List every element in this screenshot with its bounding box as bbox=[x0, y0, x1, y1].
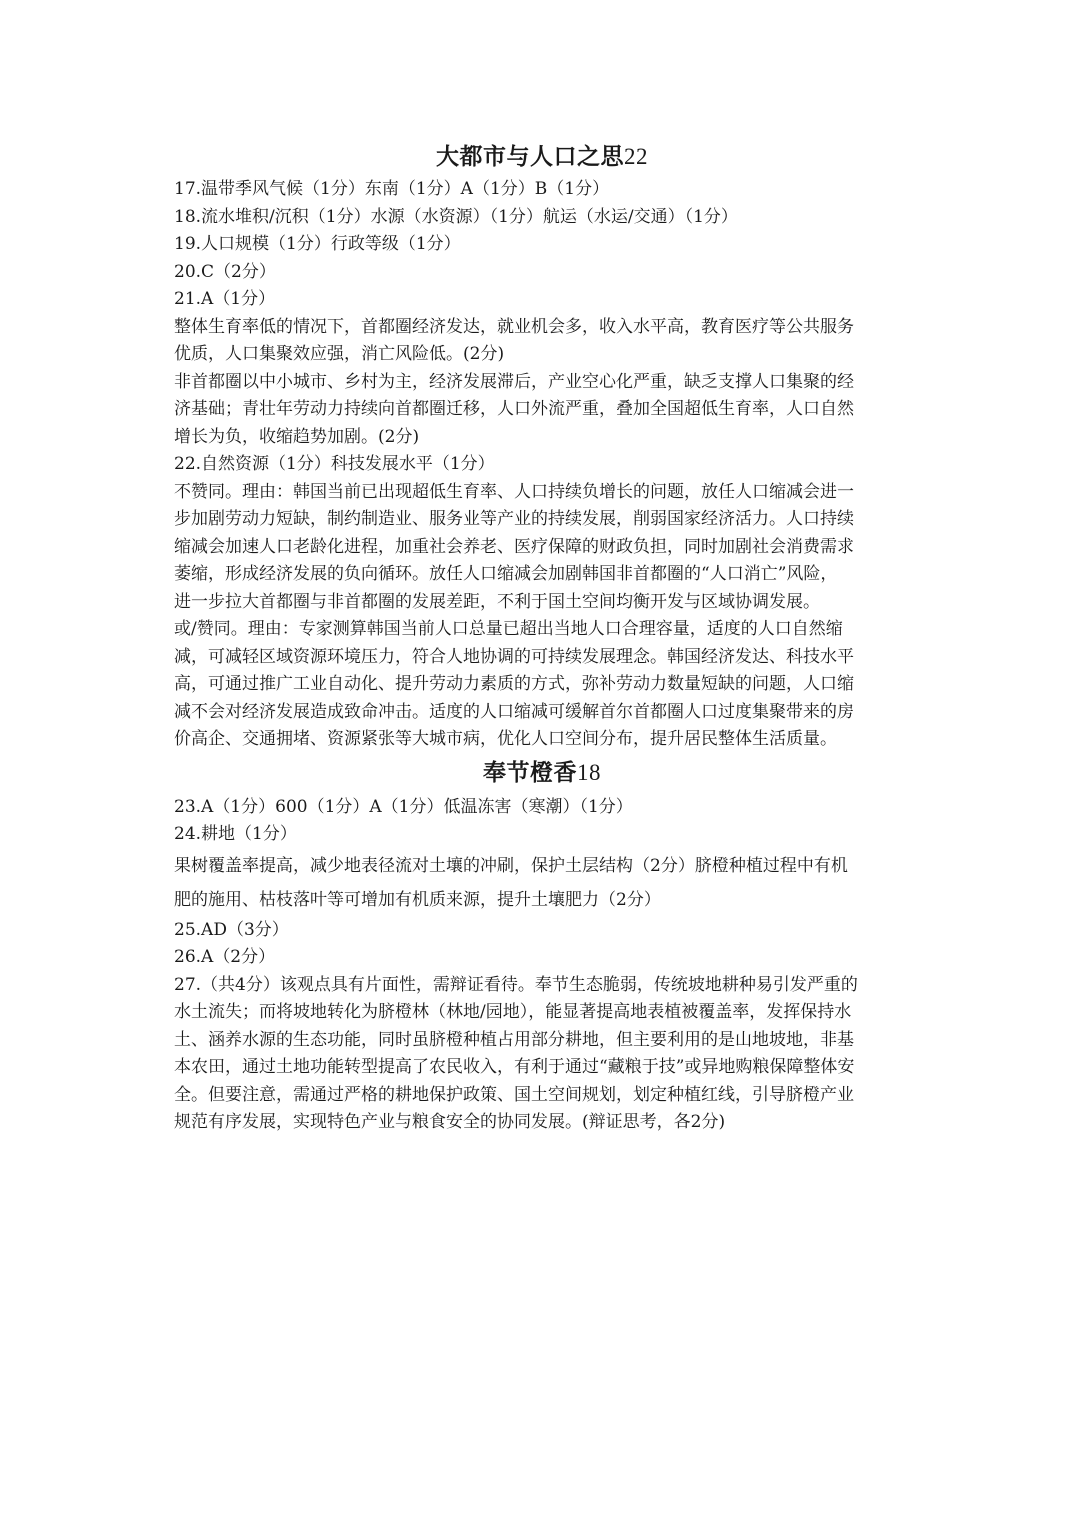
answer-paragraph-24 bbox=[174, 849, 910, 917]
text-line: 优质，人口集聚效应强，消亡风险低。(2分) bbox=[174, 344, 505, 364]
answer-line-20: 20.C（2分） bbox=[174, 261, 276, 282]
answer-paragraph-agree bbox=[174, 616, 910, 754]
answer-line-19: 19.人口规模（1分）行政等级（1分） bbox=[174, 234, 461, 254]
text-line: 27.（共4分）该观点具有片面性，需辩证看待。奉节生态脆弱，传统坡地耕种易引发严重的 bbox=[174, 974, 858, 995]
answer-paragraph-capital-region bbox=[174, 314, 910, 369]
answer-line-22: 22.自然资源（1分）科技发展水平（1分） bbox=[174, 454, 495, 474]
answer-line-18: 18.流水堆积/沉积（1分）水源（水资源）（1分）航运（水运/交通）（1分） bbox=[174, 206, 738, 227]
text-line: 缩减会加速人口老龄化进程，加重社会养老、医疗保障的财政负担，同时加剧社会消费需求 bbox=[174, 536, 854, 557]
text-line: 水土流失；而将坡地转化为脐橙林（林地/园地），能显著提高地表植被覆盖率，发挥保持水 bbox=[174, 1002, 852, 1022]
answer-line-21: 21.A（1分） bbox=[174, 289, 276, 309]
section-title-number: 22 bbox=[624, 144, 648, 169]
text-line: 不赞同。理由：韩国当前已出现超低生育率、人口持续负增长的问题，放任人口缩减会进一 bbox=[174, 481, 854, 502]
text-line: 或/赞同。理由：专家测算韩国当前人口总量已超出当地人口合理容量，适度的人口自然缩 bbox=[174, 619, 843, 639]
text-line: 土、涵养水源的生态功能，同时虽脐橙种植占用部分耕地，但主要利用的是山地坡地，非基 bbox=[174, 1029, 854, 1050]
text-line: 增长为负，收缩趋势加剧。(2分) bbox=[174, 426, 420, 447]
answer-line-23: 23.A（1分）600（1分）A（1分）低温冻害（寒潮）（1分） bbox=[174, 796, 633, 817]
section-title-fengjie bbox=[174, 758, 910, 788]
text-line: 萎缩，形成经济发展的负向循环。放任人口缩减会加剧韩国非首都圈的“人口消亡”风险， bbox=[174, 564, 838, 584]
text-line: 整体生育率低的情况下，首都圈经济发达，就业机会多，收入水平高，教育医疗等公共服务 bbox=[174, 316, 854, 337]
text-line: 进一步拉大首都圈与非首都圈的发展差距，不利于国土空间均衡开发与区域协调发展。 bbox=[174, 591, 820, 612]
section-title-megacity bbox=[174, 142, 910, 172]
answer-paragraph-disagree bbox=[174, 479, 910, 617]
text-line: 本农田，通过土地功能转型提高了农民收入，有利于通过“藏粮于技”或异地购粮保障整体安 bbox=[174, 1057, 855, 1077]
text-line: 济基础；青壮年劳动力持续向首都圈迁移，人口外流严重，叠加全国超低生育率，人口自然 bbox=[174, 399, 854, 419]
text-line: 果树覆盖率提高，减少地表径流对土壤的冲刷，保护土层结构（2分）脐橙种植过程中有机 bbox=[174, 855, 848, 876]
text-line: 减不会对经济发展造成致命冲击。适度的人口缩减可缓解首尔首都圈人口过度集聚带来的房 bbox=[174, 701, 854, 722]
text-line: 减，可减轻区域资源环境压力，符合人地协调的可持续发展理念。韩国经济发达、科技水平 bbox=[174, 646, 854, 667]
answer-line-17: 17.温带季风气候（1分）东南（1分）A（1分）B（1分） bbox=[174, 179, 610, 199]
text-line: 非首都圈以中小城市、乡村为主，经济发展滞后，产业空心化严重，缺乏支撑人口集聚的经 bbox=[174, 371, 854, 392]
answer-paragraph-non-capital-region bbox=[174, 369, 910, 452]
section-title-text: 大都市与人口之思 bbox=[436, 143, 624, 170]
answer-sheet-page bbox=[174, 142, 910, 1137]
answer-line-24: 24.耕地（1分） bbox=[174, 824, 297, 844]
text-line: 肥的施用、枯枝落叶等可增加有机质来源，提升土壤肥力（2分） bbox=[174, 889, 661, 910]
text-line: 步加剧劳动力短缺，制约制造业、服务业等产业的持续发展，削弱国家经济活力。人口持续 bbox=[174, 509, 854, 529]
answer-line-26: 26.A（2分） bbox=[174, 947, 276, 967]
text-line: 价高企、交通拥堵、资源紧张等大城市病，优化人口空间分布，提升居民整体生活质量。 bbox=[174, 729, 837, 749]
text-line: 高，可通过推广工业自动化、提升劳动力素质的方式，弥补劳动力数量短缺的问题，人口缩 bbox=[174, 674, 854, 694]
section-title-number: 18 bbox=[577, 759, 601, 785]
section-title-text: 奉节橙香 bbox=[483, 758, 577, 786]
answer-paragraph-27 bbox=[174, 972, 910, 1137]
text-line: 规范有序发展，实现特色产业与粮食安全的协同发展。(辩证思考，各2分) bbox=[174, 1112, 726, 1132]
answer-line-25: 25.AD（3分） bbox=[174, 919, 289, 940]
text-line: 全。但要注意，需通过严格的耕地保护政策、国土空间规划，划定种植红线，引导脐橙产业 bbox=[174, 1084, 854, 1105]
